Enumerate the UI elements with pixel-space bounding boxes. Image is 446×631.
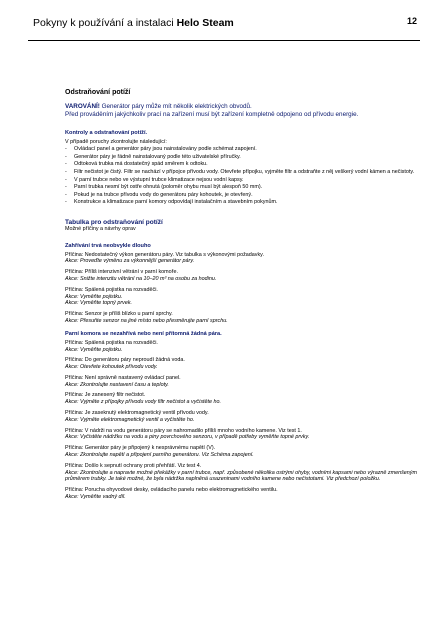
action-text: Akce: Zkontrolujte nastavení času a teploty.: [65, 381, 169, 388]
document-title-prefix: Pokyny k používání a instalaci: [33, 17, 177, 29]
cause-text: Příčina: Spálená pojistka na rozvaděči.: [65, 339, 158, 346]
action-text: Akce: Proveďte výměnu za výkonnější generátor páry.: [65, 258, 195, 265]
cause-entry: [65, 487, 417, 501]
problem-title: Zahřívání trvá neobvykle dlouho: [65, 242, 151, 249]
cause-entry: [65, 269, 417, 283]
warning-label: VAROVÁNÍ!: [65, 103, 100, 110]
list-item: - Filtr nečistot je čistý. Filtr se nachází v přípojce přívodu vody. Otevřete přípojku, vyjměte filtr a odstraňte z něj veškerý vodní kámen a nečistoty.: [65, 169, 417, 177]
troubleshooting-table-title: Tabulka pro odstraňování potíží: [65, 218, 163, 226]
cause-entry: [65, 357, 417, 371]
cause-entry: [65, 340, 417, 354]
cause-entry: [65, 311, 417, 325]
problem-section-no-steam: [65, 331, 417, 501]
cause-entry: [65, 252, 417, 266]
action-text: Akce: Vyjměte elektromagnetický ventil a vyčistěte ho.: [65, 416, 195, 423]
cause-entry: [65, 428, 417, 442]
action-text: Akce: Vyměňte vadný díl.: [65, 494, 126, 501]
cause-text: Příčina: Příliš intenzivní větrání v parní komoře.: [65, 269, 178, 276]
problem-section-slow-heating: [65, 243, 417, 325]
cause-text: Příčina: Je zaseknutý elektromagnetický ventil přívodu vody.: [65, 410, 209, 417]
cause-entry: [65, 287, 417, 307]
action-text: Akce: Otevřete kohoutek přívodu vody.: [65, 364, 158, 371]
page-header: [0, 0, 446, 44]
cause-entry: [65, 392, 417, 406]
cause-text: Příčina: Došlo k sepnutí ochrany proti přehřátí. Viz test 4.: [65, 462, 202, 469]
cause-entry: [65, 375, 417, 389]
cause-text: Příčina: Senzor je příliš blízko u parní sprchy.: [65, 311, 173, 318]
warning-notice: [65, 103, 417, 120]
list-item: - Odtoková trubka má dostatečný spád směrem k odtoku.: [65, 161, 417, 169]
list-item: - Parní trubka nesmí být ostře ohnutá (poloměr ohybu musí být alespoň 50 mm).: [65, 184, 417, 192]
problem-title: Parní komora se nezahřívá nebo není přítomná žádná pára.: [65, 330, 222, 337]
list-item: - V parní trubce nebo ve výstupní trubce klimatizace nejsou vodní kapsy.: [65, 177, 417, 185]
checks-heading: Kontroly a odstraňování potíží.: [65, 129, 148, 136]
cause-text: Příčina: Porucha ohyvodové desky, ovládacího panelu nebo elektromagnetického ventilu.: [65, 487, 278, 494]
action-text: Akce: Zkontrolujte napětí a připojení parního generátoru. Viz Schéma zapojení.: [65, 452, 254, 459]
action-text: Akce: Vyměňte pojistku.: [65, 346, 123, 353]
cause-text: Příčina: Je zanesený filtr nečistot.: [65, 392, 146, 399]
list-item: - Generátor páry je řádně nainstalovaný podle této uživatelské příručky.: [65, 154, 417, 162]
cause-text: Příčina: Není správně nastavený ovládací panel.: [65, 374, 181, 381]
cause-text: Příčina: Spálená pojistka na rozvaděči.: [65, 286, 158, 293]
checks-intro: V případě poruchy zkontrolujte následující:: [65, 138, 167, 145]
troubleshooting-table-subtitle: Možné příčiny a návrhy oprav: [65, 225, 136, 232]
main-content: [65, 89, 417, 507]
action-text: Akce: Zkontrolujte a napravte možné překážky v parní trubce, např. způsobené několika ostrými ohyby, vodními kapsami nebo výrazně zmenšeným průměrem trubky. Je také možné, že byla nádržka naplněná usazeninami vodního kamene nebo nečistotami. Viz předchozí položku.: [65, 469, 417, 483]
action-text: Akce: Snižte intenzitu větrání na 10–20 m³ na osobu za hodinu.: [65, 275, 217, 282]
section-heading: Odstraňování potíží: [65, 89, 131, 96]
document-title-brand: Helo Steam: [176, 17, 234, 29]
cause-entry: [65, 410, 417, 424]
warning-line-1: Generátor páry může mít několik elektrických obvodů.: [99, 103, 252, 110]
cause-text: Příčina: V nádrži na vodu generátoru páry se nahromadilo příliš mnoho vodního kamene. Viz test 1.: [65, 427, 302, 434]
cause-text: Příčina: Generátor páry je připojený k nesprávnému napětí (V).: [65, 445, 216, 452]
list-item: - Ovládací panel a generátor páry jsou nainstalovány podle schémat zapojení.: [65, 146, 417, 154]
action-text: Akce: Vyčistěte nádržku na vodu a piny povrchového senzoru, v případě potřeby vyměňte topné prvky.: [65, 434, 310, 441]
action-text: Akce: Vyjměte z přípojky přívodu vody filtr nečistot a vyčistěte ho.: [65, 399, 221, 406]
cause-text: Příčina: Nedostatečný výkon generátoru páry. Viz tabulka s výkonovými požadavky.: [65, 251, 264, 258]
page-number: 12: [406, 16, 417, 26]
cause-text: Příčina: Do generátoru páry neproudí žádná voda.: [65, 357, 185, 364]
warning-line-2: Před prováděním jakýchkoliv prací na zařízení musí být zařízení kompletně odpojeno od přívodu energie.: [65, 111, 359, 119]
cause-entry: [65, 463, 417, 483]
checks-list: [65, 146, 417, 207]
header-divider: [28, 40, 420, 41]
action-text: Akce: Přesuňte senzor na jiné místo nebo přesměrujte parní sprchu.: [65, 317, 228, 324]
list-item: - Konstrukce a klimatizace parní komory odpovídají instalačním a stavebním pokynům.: [65, 199, 417, 207]
cause-entry: [65, 445, 417, 459]
list-item: - Pokud je na trubce přívodu vody do generátoru páry kohoutek, je otevřený.: [65, 192, 417, 200]
action-text: Akce: Vyměňte pojistku. Akce: Vyměňte topný prvek.: [65, 293, 133, 307]
document-title: [33, 17, 234, 29]
